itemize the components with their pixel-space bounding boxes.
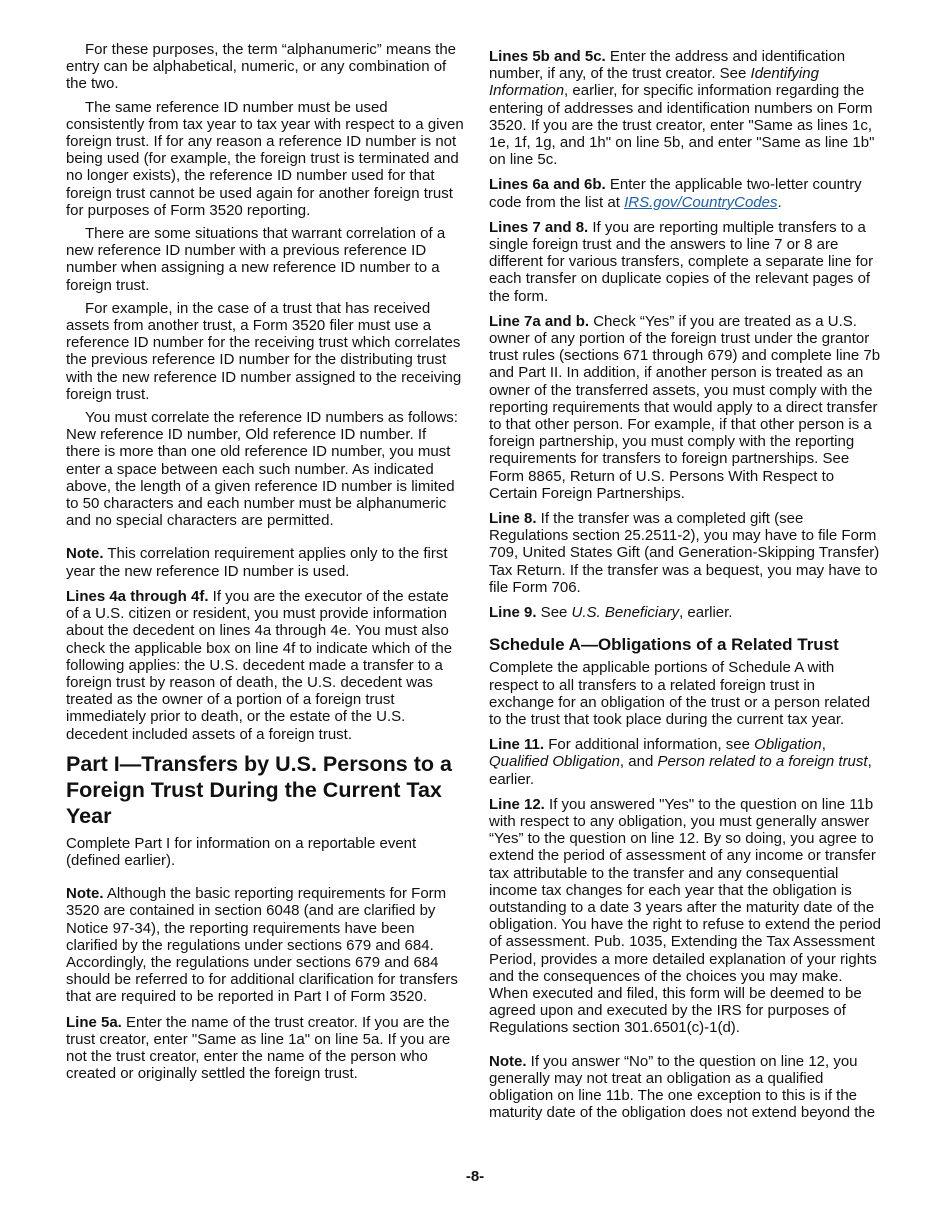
lines-6-label: Lines 6a and 6b. — [489, 176, 606, 194]
part-1-intro: Complete Part I for information on a reportable event (defined earlier). — [66, 834, 417, 869]
note-line-12: Note. If you answer “No” to the question on line 12, you generally may not treat an obligation as a qualified obligation on line 11b. The one exception to this is if the maturity date of the obligation does not extend beyond the — [489, 1052, 876, 1122]
country-codes-link[interactable]: IRS.gov/CountryCodes — [624, 193, 778, 211]
line-12-label: Line 12. — [489, 795, 545, 813]
line-8: Line 8. If the transfer was a completed gift (see Regulations section 25.2511-2), you may have to file Form 709, United States Gift (and Generation-Skipping Transfer) Tax Return. If the transfer was a bequest, you may have to file Form 706. — [489, 510, 880, 596]
reference-id-consistency: The same reference ID number must be used consistently from tax year to tax year with respect to a given foreign trust. If for any reason a reference ID number is not being used (for example, the foreign trust is terminated and no longer exists), the reference ID number used for that foreign trust cannot be used again for another foreign trust for purposes of Form 3520 reporting. — [66, 98, 464, 219]
right-column — [489, 41, 884, 1129]
line-11: Line 11. For additional information, see Obligation, Qualified Obligation, and Person related to a foreign trust, earlier. — [489, 736, 872, 788]
lines-7-8-label: Lines 7 and 8. — [489, 218, 589, 236]
page-number: -8- — [465, 1168, 485, 1185]
note-label: Note. — [489, 1052, 527, 1070]
lines-4a-4f: Lines 4a through 4f. If you are the executor of the estate of a U.S. citizen or resident, you must provide information about the decedent on lines 4a through 4e. You must also check the applicable box on line 4f to indicate which of the following applies: the U.S. decedent made a transfer to a foreign trust by reason of death, the U.S. decedent was treated as the owner of a portion of a foreign trust immediately prior to death, or the estate of the U.S. decedent included assets of a foreign trust. — [66, 587, 453, 743]
note-label: Note. — [66, 545, 104, 563]
note-basic-reporting: Note. Although the basic reporting requirements for Form 3520 are contained in section 6048 (and are clarified by Notice 97-34), the reporting requirements have been clarified by the regulations under sections 679 and 684. Accordingly, the regulations under sections 679 and 684 should be referred to for additional clarification for transfers that are required to be reported in Part I of Form 3520. — [66, 885, 458, 1006]
schedule-a-heading: Schedule A—Obligations of a Related Trust — [489, 635, 839, 655]
line-9-label: Line 9. — [489, 604, 537, 622]
line-7a-b: Line 7a and b. Check “Yes” if you are treated as a U.S. owner of any portion of the foreign trust under the grantor trust rules (sections 671 through 679) and complete line 7b and Part II. In addition, if another person is treated as an owner of the transferred assets, you must comply with the reporting requirements that would apply to a direct transfer to that other person. For example, if that other person is a foreign partnership, you must comply with the reporting requirements for transfers to foreign partnerships. See Form 8865, Return of U.S. Persons With Respect to Certain Foreign Partnerships. — [489, 312, 881, 502]
line-7-label: Line 7a and b. — [489, 312, 590, 330]
line-8-label: Line 8. — [489, 510, 537, 528]
note-correlation: Note. This correlation requirement applies only to the first year the new reference ID number is used. — [66, 545, 448, 580]
line-11-label: Line 11. — [489, 736, 545, 754]
alphanumeric-definition: For these purposes, the term “alphanumeric” means the entry can be alphabetical, numeric, or any combination of the two. — [66, 41, 457, 93]
left-column — [66, 41, 464, 1090]
part-1-heading: Part I—Transfers by U.S. Persons to a Foreign Trust During the Current Tax Year — [66, 751, 452, 828]
lines-5b-5c: Lines 5b and 5c. Enter the address and identification number, if any, of the trust creator. See Identifying Information, earlier, for specific information regarding the entering of addresses and identification numbers on Form 3520. If you are the trust creator, enter "Same as lines 1c, 1e, 1f, 1g, and 1h" on line 5b, and enter "Same as line 1b" on line 5c. — [489, 48, 875, 169]
reference-id-example: For example, in the case of a trust that has received assets from another trust, a Form 3520 filer must use a reference ID number for the receiving trust which correlates the previous reference ID number for the distributing trust with the new reference ID number assigned to the receiving foreign trust. — [66, 299, 462, 403]
lines-7-8: Lines 7 and 8. If you are reporting multiple transfers to a single foreign trust and the answers to line 7 or 8 are different for various transfers, complete a separate line for each transfer on duplicate copies of the relevant pages of the form. — [489, 218, 874, 305]
reference-id-correlation-intro: There are some situations that warrant correlation of a new reference ID number with a previous reference ID number when assigning a new reference ID number to a foreign trust. — [66, 225, 446, 294]
reference-id-format: You must correlate the reference ID numbers as follows: New reference ID number, Old reference ID number. If there is more than one old reference ID number, you must enter a space between each such number. As indicated above, the length of a given reference ID number is limited to 50 characters and each number must be alphanumeric and no special characters are permitted. — [66, 409, 458, 530]
lines-4-label: Lines 4a through 4f. — [66, 587, 209, 605]
line-9: Line 9. See U.S. Beneficiary, earlier. — [489, 604, 733, 622]
lines-5b-label: Lines 5b and 5c. — [489, 48, 606, 65]
schedule-a-intro: Complete the applicable portions of Schedule A with respect to all transfers to a related foreign trust in exchange for an obligation of the trust or a person related to the trust that took place during the current tax year. — [489, 659, 871, 728]
line-5a-label: Line 5a. — [66, 1013, 122, 1031]
note-label: Note. — [66, 885, 104, 903]
line-12: Line 12. If you answered "Yes" to the question on line 11b with respect to any obligation, you must generally answer “Yes” to the question on line 12. By so doing, you agree to extend the period of assessment of any income or transfer tax attributable to the transfer and any consequential income tax changes for each year that the obligation is outstanding to a date 3 years after the maturity date of the obligation. You have the right to refuse to extend the period of assessment. Pub. 1035, Extending the Tax Assessment Period, provides a more detailed explanation of your rights and the consequences of the choices you may make. When executed and filed, this form will be deemed to be agreed upon and executed by the IRS for purposes of Regulations section 301.6501(c)-1(d). — [489, 795, 881, 1037]
lines-6a-6b: Lines 6a and 6b. Enter the applicable two-letter country code from the list at IRS.gov/CountryCodes. — [489, 176, 862, 211]
line-5a: Line 5a. Enter the name of the trust creator. If you are the trust creator, enter "Same as line 1a" on line 5a. If you are not the trust creator, enter the name of the person who created or originally settled the foreign trust. — [66, 1013, 451, 1083]
